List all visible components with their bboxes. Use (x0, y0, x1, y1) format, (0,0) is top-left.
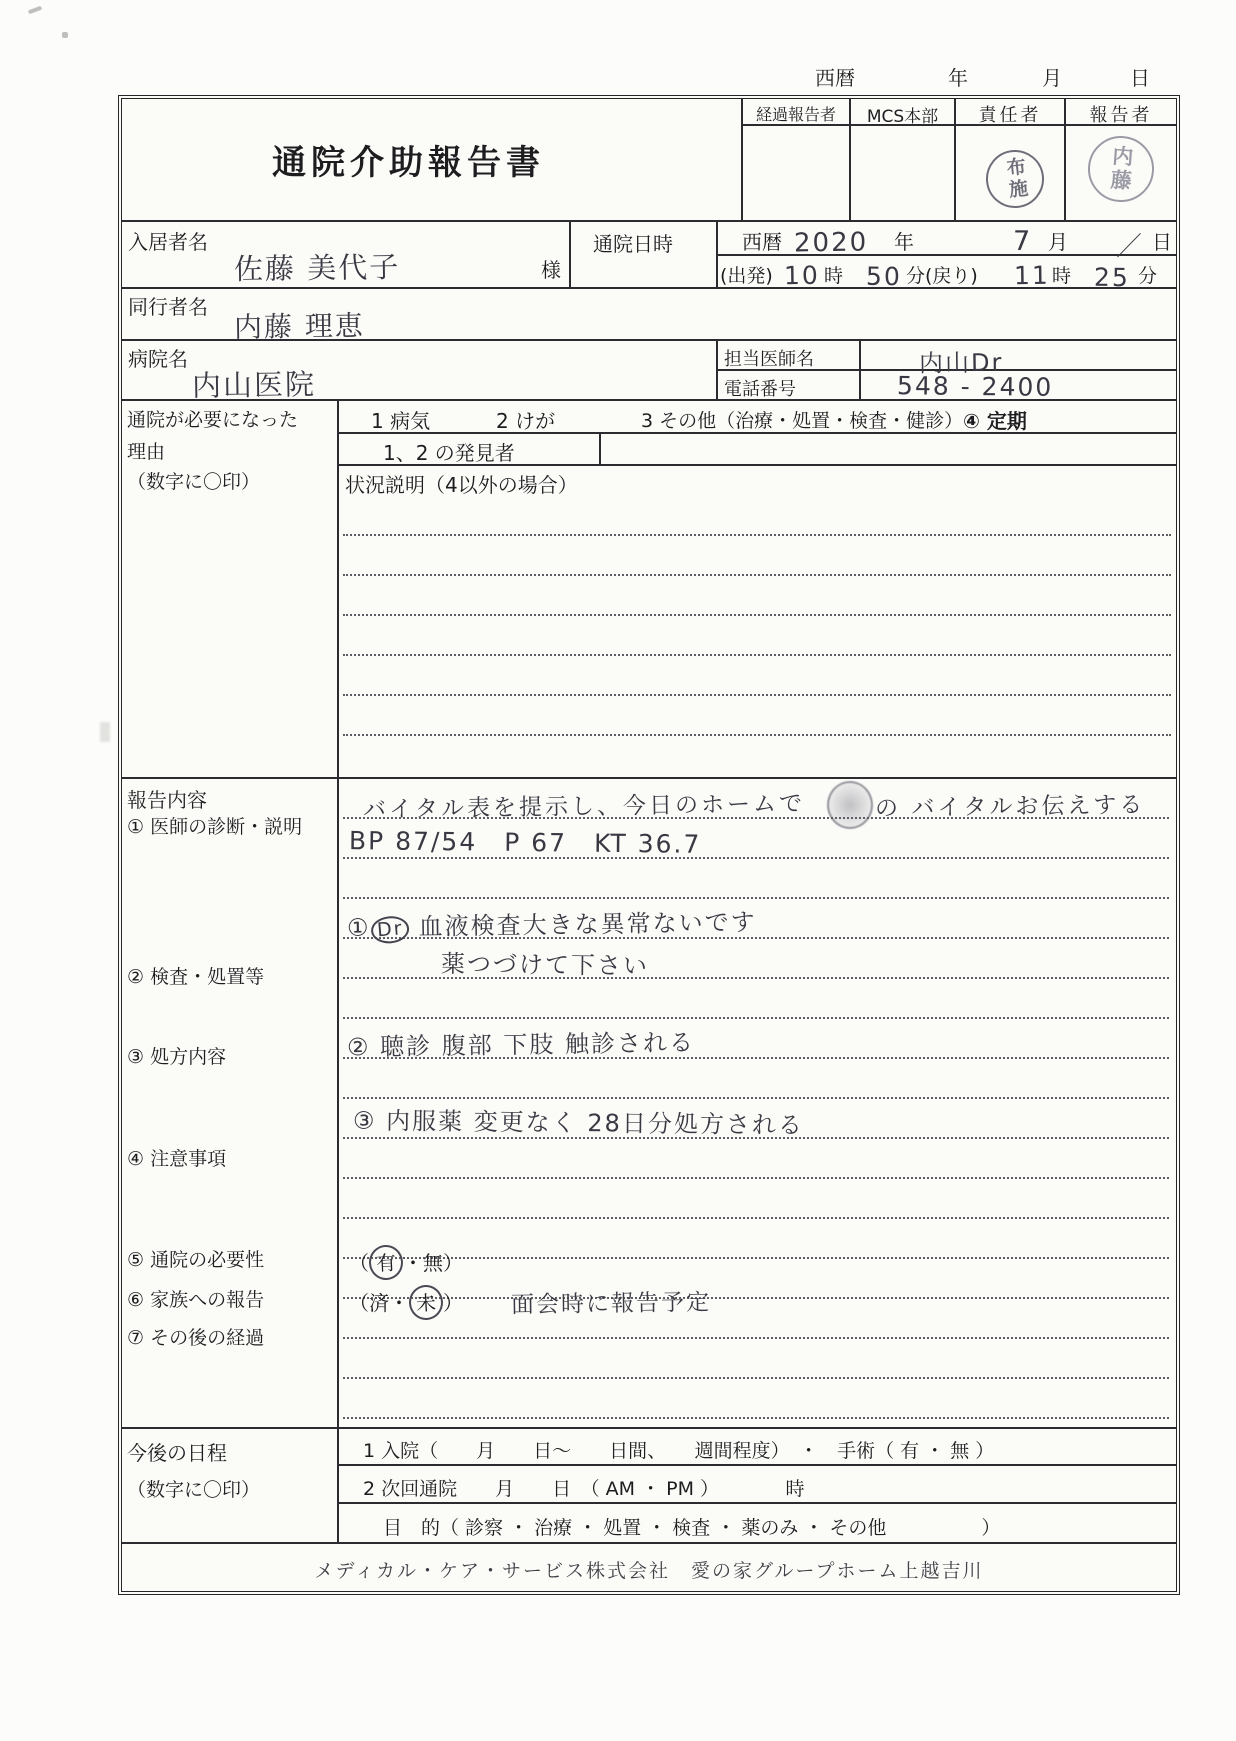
hw-examination: ② 聴診 腹部 下肢 触診される (346, 1028, 696, 1062)
finder-value-cell (599, 434, 1176, 466)
schedule-row-3 (337, 1504, 1176, 1544)
company-name: メディカル・ケア・サービス株式会社 愛の家グループホーム上越吉川 (314, 1560, 984, 1582)
era-label: 西暦 (742, 230, 782, 254)
top-day-label: 日 (1130, 66, 1150, 90)
day-value-handwriting: ／ (1115, 231, 1145, 263)
dotted-line (343, 1017, 1169, 1019)
report-form (118, 95, 1180, 1595)
dotted-line (343, 1097, 1169, 1099)
title-cell (122, 99, 741, 222)
report-item-1: ① 医師の診断・説明 (127, 816, 303, 838)
situation-label: 状況説明（4以外の場合） (345, 473, 578, 497)
dotted-line (343, 574, 1171, 576)
report-label: 報告内容 (127, 788, 207, 812)
reason-label-line2: 理由 (127, 441, 166, 463)
day-unit: 日 (1152, 230, 1172, 254)
top-year-label: 年 (948, 66, 968, 90)
hw-doctor-findings: ① Dr 血液検査大きな異常ないです (347, 902, 757, 944)
report-item-7: ⑦ その後の経過 (127, 1327, 265, 1349)
report-label-cell (122, 779, 337, 1429)
hour-unit-1: 時 (824, 265, 844, 287)
hw-family-note: 面会時に報告予定 (510, 1289, 712, 1319)
hanko-stamp-fuse: 布施 (983, 147, 1047, 211)
schedule-label: 今後の日程 (127, 1441, 227, 1465)
resident-name-handwriting: 佐藤 美代子 (233, 249, 401, 287)
report-content-area (337, 779, 1176, 1429)
reason-options-row (337, 401, 1176, 434)
schedule-row-2-text: 2 次回通院 月 日 （ AM ・ PM ） 時 (363, 1478, 805, 1500)
doctor-name-handwriting: 内山Dr (918, 348, 1004, 378)
return-min-handwriting: 25 (1093, 262, 1130, 293)
reason-option-3: 3 その他（治療・処置・検査・健診） (641, 410, 964, 432)
hospital-name-handwriting: 内山医院 (191, 367, 317, 403)
reason-label-line1: 通院が必要になった (127, 409, 299, 431)
depart-min-handwriting: 50 (865, 261, 902, 292)
dotted-line (343, 1177, 1169, 1179)
family-not-circled: 未 (408, 1284, 444, 1321)
top-era-label: 西暦 (815, 66, 855, 90)
report-item-2: ② 検査・処置等 (127, 966, 265, 988)
schedule-sublabel: （数字に〇印） (127, 1479, 261, 1501)
dr-handcircle: Dr (370, 915, 411, 945)
dotted-line (343, 1337, 1169, 1339)
dotted-line (343, 1417, 1169, 1419)
form-title: 通院介助報告書 (272, 143, 545, 183)
necessity-yes-circled: 有 (368, 1244, 404, 1281)
schedule-label-cell (122, 1429, 337, 1544)
companion-cell (122, 289, 1176, 344)
dotted-line (343, 654, 1171, 656)
return-hour-handwriting: 11 (1013, 260, 1051, 291)
dotted-line (343, 1377, 1169, 1379)
phone-label-cell (716, 371, 859, 401)
return-label: 分(戻り) (906, 265, 978, 287)
visit-time-row (716, 256, 1176, 293)
dotted-line (343, 734, 1171, 736)
resident-label: 入居者名 (128, 230, 208, 254)
reason-label-line3: （数字に〇印） (127, 471, 261, 493)
hospital-cell (122, 341, 716, 401)
finder-label: 1、2 の発見者 (383, 441, 515, 465)
sign-cell-keika (741, 126, 849, 222)
sign-cell-sekininsha (954, 126, 1064, 222)
resident-cell (122, 222, 569, 289)
doctor-value-cell (859, 341, 1176, 378)
depart-label: (出発) (720, 265, 773, 287)
hw-vitals-values: BP 87/54 P 67 KT 36.7 (348, 826, 702, 859)
col-header-hokokusha: 報告者 (1064, 99, 1176, 126)
schedule-row-2 (337, 1466, 1176, 1504)
situation-area (337, 466, 1176, 779)
hw-medication-continue: 薬つづけて下さい (440, 949, 650, 981)
phone-number-handwriting: 548 - 2400 (896, 371, 1054, 402)
inline-hanko-stamp (827, 781, 873, 829)
top-month-label: 月 (1042, 66, 1062, 90)
depart-hour-handwriting: 10 (783, 260, 821, 291)
year-value-handwriting: 2020 (793, 227, 869, 259)
dotted-line (343, 1257, 1169, 1259)
hw-vitals-intro-left: バイタル表を提示し、今日のホームで (362, 790, 806, 824)
schedule-row-1-text: 1 入院（ 月 日～ 日間、 週間程度） ・ 手術（ 有 ・ 無 ） (363, 1440, 995, 1462)
reason-option-2: 2 けが (496, 409, 556, 433)
scan-speck (28, 6, 43, 15)
dotted-line (343, 1297, 1169, 1299)
year-unit: 年 (894, 230, 914, 254)
dotted-line (343, 694, 1171, 696)
col-header-mcs: MCS本部 (849, 99, 954, 126)
report-item-3: ③ 処方内容 (127, 1046, 227, 1068)
doctor-label: 担当医師名 (724, 349, 814, 370)
month-value-handwriting: 7 (1012, 225, 1033, 258)
dotted-line (343, 897, 1169, 899)
reason-label-cell (122, 401, 337, 779)
report-item-4: ④ 注意事項 (127, 1148, 227, 1170)
resident-honorific: 様 (541, 258, 561, 282)
footer-row (122, 1544, 1176, 1591)
report-item-6: ⑥ 家族への報告 (127, 1289, 265, 1311)
doctor-label-cell (716, 341, 859, 371)
hour-unit-2: 時 (1052, 265, 1072, 287)
sign-cell-mcs (849, 126, 954, 222)
scan-speck (62, 32, 68, 38)
visit-datetime-label: 通院日時 (593, 232, 673, 256)
hw-prescription: ③ 内服薬 変更なく 28日分処方される (352, 1106, 805, 1140)
scan-smudge (100, 722, 110, 742)
col-header-keika: 経過報告者 (741, 99, 849, 126)
finder-label-cell (337, 434, 599, 466)
report-item-5: ⑤ 通院の必要性 (127, 1249, 265, 1271)
month-unit: 月 (1048, 230, 1068, 254)
necessity-choice: （ 有 ・無） (349, 1245, 463, 1280)
dotted-line (343, 1217, 1169, 1219)
visit-datetime-label-cell (569, 222, 716, 289)
reason-option-4-circled: ④ 定期 (963, 409, 1027, 433)
col-header-sekininsha: 責任者 (954, 99, 1064, 126)
reason-option-1: 1 病気 (371, 409, 431, 433)
hospital-label: 病院名 (128, 347, 188, 371)
family-report-choice: （済・ 未 ） (349, 1285, 463, 1320)
sign-cell-hokokusha (1064, 126, 1176, 222)
schedule-row-3-text: 目 的（ 診察 ・ 治療 ・ 処置 ・ 検査 ・ 薬のみ ・ その他 ） (383, 1517, 1001, 1539)
schedule-row-1 (337, 1429, 1176, 1466)
companion-name-handwriting: 内藤 理恵 (233, 309, 366, 344)
visit-date-row (716, 222, 1176, 263)
dotted-line (343, 534, 1171, 536)
companion-label: 同行者名 (128, 295, 208, 319)
hanko-stamp-naito: 内藤 (1086, 134, 1156, 204)
phone-label: 電話番号 (724, 379, 796, 400)
hw-vitals-intro-right: の バイタルお伝えする (874, 792, 1146, 822)
min-unit: 分 (1138, 265, 1158, 287)
phone-value-cell (859, 371, 1176, 401)
dotted-line (343, 614, 1171, 616)
